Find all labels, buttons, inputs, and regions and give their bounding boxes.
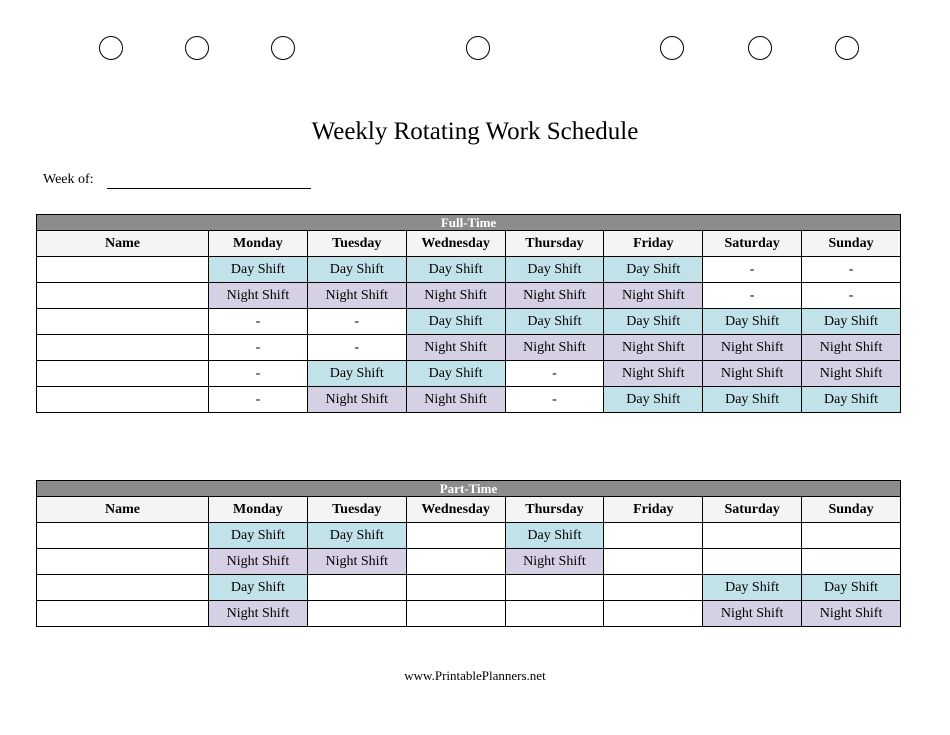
name-cell[interactable]: [37, 361, 209, 387]
shift-cell-thursday: Night Shift: [505, 549, 604, 575]
shift-cell-wednesday: Night Shift: [406, 283, 505, 309]
shift-cell-saturday: Night Shift: [703, 601, 802, 627]
shift-cell-wednesday: Night Shift: [406, 387, 505, 413]
column-header-friday: Friday: [604, 497, 703, 523]
shift-cell-sunday: Night Shift: [802, 361, 901, 387]
shift-cell-wednesday: [406, 575, 505, 601]
shift-cell-tuesday: [307, 601, 406, 627]
shift-cell-friday: [604, 549, 703, 575]
shift-cell-friday: [604, 523, 703, 549]
shift-cell-saturday: [703, 549, 802, 575]
column-header-saturday: Saturday: [703, 231, 802, 257]
page-title: Weekly Rotating Work Schedule: [311, 118, 639, 145]
shift-cell-sunday: -: [802, 283, 901, 309]
shift-cell-wednesday: [406, 523, 505, 549]
shift-cell-sunday: [802, 523, 901, 549]
binder-hole-icon: [99, 36, 123, 60]
binder-hole-icon: [271, 36, 295, 60]
shift-cell-saturday: Night Shift: [703, 335, 802, 361]
table-row: [37, 387, 901, 413]
shift-cell-tuesday: Night Shift: [307, 283, 406, 309]
shift-cell-thursday: Day Shift: [505, 523, 604, 549]
name-cell[interactable]: [37, 335, 209, 361]
column-header-friday: Friday: [604, 231, 703, 257]
table-row: [37, 523, 901, 549]
binder-hole-icon: [660, 36, 684, 60]
column-header-name: Name: [37, 497, 209, 523]
shift-cell-monday: -: [209, 387, 308, 413]
shift-cell-sunday: Day Shift: [802, 309, 901, 335]
column-header-tuesday: Tuesday: [307, 231, 406, 257]
shift-cell-thursday: Night Shift: [505, 283, 604, 309]
shift-cell-monday: -: [209, 361, 308, 387]
shift-cell-saturday: [703, 523, 802, 549]
part-time-table: [36, 480, 901, 627]
shift-cell-saturday: Day Shift: [703, 309, 802, 335]
part-time-section-header: Part-Time: [37, 481, 901, 497]
table-row: [37, 257, 901, 283]
shift-cell-saturday: -: [703, 257, 802, 283]
shift-cell-wednesday: Night Shift: [406, 335, 505, 361]
name-cell[interactable]: [37, 309, 209, 335]
table-row: [37, 575, 901, 601]
name-cell[interactable]: [37, 283, 209, 309]
column-header-tuesday: Tuesday: [307, 497, 406, 523]
full-time-table: [36, 214, 901, 413]
shift-cell-friday: Day Shift: [604, 309, 703, 335]
shift-cell-monday: Night Shift: [209, 601, 308, 627]
shift-cell-tuesday: Night Shift: [307, 387, 406, 413]
shift-cell-saturday: Day Shift: [703, 387, 802, 413]
footer-url: www.PrintablePlanners.net: [404, 668, 546, 683]
column-header-wednesday: Wednesday: [406, 497, 505, 523]
shift-cell-tuesday: Day Shift: [307, 361, 406, 387]
binder-hole-icon: [185, 36, 209, 60]
shift-cell-wednesday: Day Shift: [406, 361, 505, 387]
week-of-label: Week of:: [43, 172, 94, 187]
table-row: [37, 335, 901, 361]
binder-hole-icon: [835, 36, 859, 60]
shift-cell-wednesday: [406, 549, 505, 575]
name-cell[interactable]: [37, 601, 209, 627]
shift-cell-thursday: -: [505, 361, 604, 387]
binder-hole-icon: [466, 36, 490, 60]
shift-cell-tuesday: -: [307, 309, 406, 335]
shift-cell-monday: -: [209, 309, 308, 335]
column-header-sunday: Sunday: [802, 231, 901, 257]
shift-cell-sunday: Day Shift: [802, 575, 901, 601]
table-header-row: [37, 231, 901, 257]
shift-cell-sunday: Night Shift: [802, 335, 901, 361]
full-time-section-header: Full-Time: [37, 215, 901, 231]
shift-cell-sunday: Night Shift: [802, 601, 901, 627]
shift-cell-tuesday: Day Shift: [307, 257, 406, 283]
table-header-row: [37, 497, 901, 523]
name-cell[interactable]: [37, 257, 209, 283]
shift-cell-thursday: [505, 601, 604, 627]
shift-cell-friday: Night Shift: [604, 361, 703, 387]
table-row: [37, 309, 901, 335]
shift-cell-saturday: -: [703, 283, 802, 309]
shift-cell-monday: Night Shift: [209, 549, 308, 575]
shift-cell-thursday: -: [505, 387, 604, 413]
table-row: [37, 283, 901, 309]
shift-cell-friday: Night Shift: [604, 283, 703, 309]
column-header-name: Name: [37, 231, 209, 257]
shift-cell-wednesday: [406, 601, 505, 627]
shift-cell-friday: Night Shift: [604, 335, 703, 361]
shift-cell-sunday: [802, 549, 901, 575]
shift-cell-wednesday: Day Shift: [406, 257, 505, 283]
shift-cell-friday: Day Shift: [604, 257, 703, 283]
shift-cell-tuesday: Day Shift: [307, 523, 406, 549]
shift-cell-thursday: [505, 575, 604, 601]
shift-cell-monday: Day Shift: [209, 523, 308, 549]
table-row: [37, 361, 901, 387]
name-cell[interactable]: [37, 387, 209, 413]
shift-cell-saturday: Day Shift: [703, 575, 802, 601]
table-row: [37, 601, 901, 627]
week-of-field[interactable]: [107, 188, 311, 189]
column-header-monday: Monday: [209, 231, 308, 257]
shift-cell-tuesday: -: [307, 335, 406, 361]
column-header-thursday: Thursday: [505, 497, 604, 523]
name-cell[interactable]: [37, 575, 209, 601]
name-cell[interactable]: [37, 523, 209, 549]
name-cell[interactable]: [37, 549, 209, 575]
column-header-saturday: Saturday: [703, 497, 802, 523]
shift-cell-tuesday: Night Shift: [307, 549, 406, 575]
shift-cell-thursday: Day Shift: [505, 309, 604, 335]
binder-hole-icon: [748, 36, 772, 60]
shift-cell-thursday: Day Shift: [505, 257, 604, 283]
shift-cell-friday: [604, 601, 703, 627]
column-header-sunday: Sunday: [802, 497, 901, 523]
shift-cell-friday: Day Shift: [604, 387, 703, 413]
shift-cell-saturday: Night Shift: [703, 361, 802, 387]
shift-cell-monday: Night Shift: [209, 283, 308, 309]
column-header-thursday: Thursday: [505, 231, 604, 257]
column-header-monday: Monday: [209, 497, 308, 523]
column-header-wednesday: Wednesday: [406, 231, 505, 257]
shift-cell-monday: Day Shift: [209, 257, 308, 283]
shift-cell-sunday: Day Shift: [802, 387, 901, 413]
shift-cell-sunday: -: [802, 257, 901, 283]
table-row: [37, 549, 901, 575]
shift-cell-monday: -: [209, 335, 308, 361]
shift-cell-friday: [604, 575, 703, 601]
shift-cell-tuesday: [307, 575, 406, 601]
shift-cell-thursday: Night Shift: [505, 335, 604, 361]
shift-cell-monday: Day Shift: [209, 575, 308, 601]
shift-cell-wednesday: Day Shift: [406, 309, 505, 335]
